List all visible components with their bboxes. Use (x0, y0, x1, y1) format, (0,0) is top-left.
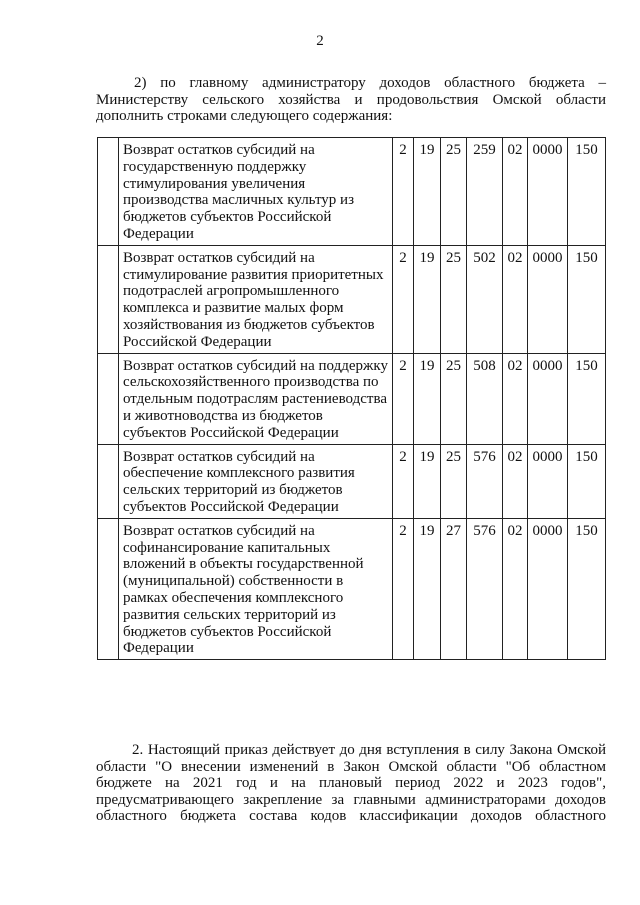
empty-cell (98, 245, 119, 353)
admin-code-cell: 19 (414, 518, 441, 659)
code-group-cell: 2 (393, 518, 414, 659)
revenue-name-cell: Возврат остатков субсидий на государственную поддержку стимулирования увеличения производства масличных культур из бюджетов субъектов Российской Федерации (119, 138, 393, 246)
admin-code-cell: 19 (414, 245, 441, 353)
page-number: 2 (316, 33, 324, 49)
subarticle-code-cell: 259 (467, 138, 503, 246)
empty-cell (98, 353, 119, 444)
table-row (98, 353, 606, 444)
admin-code-cell: 19 (414, 353, 441, 444)
article-code-cell: 25 (441, 353, 467, 444)
closing-line: областного бюджета состава кодов классификации доходов областного (96, 808, 606, 824)
classification-code-cell: 150 (568, 518, 606, 659)
table-row (98, 245, 606, 353)
program-code-cell: 0000 (528, 518, 568, 659)
empty-cell (98, 518, 119, 659)
article-code-cell: 27 (441, 518, 467, 659)
classification-code-cell: 150 (568, 138, 606, 246)
revenue-name-cell: Возврат остатков субсидий на стимулирование развития приоритетных подотраслей агропромышленного комплекса и развитие малых форм хозяйствования из бюджетов субъектов Российской Федерации (119, 245, 393, 353)
revenue-name-cell: Возврат остатков субсидий на софинансирование капитальных вложений в объекты государственной (муниципальной) собственности в рамках обеспечения комплексного развития сельских территорий из бюджетов субъектов Российской Федерации (119, 518, 393, 659)
code-group-cell: 2 (393, 444, 414, 518)
element-code-cell: 02 (503, 245, 528, 353)
article-code-cell: 25 (441, 138, 467, 246)
element-code-cell: 02 (503, 138, 528, 246)
subarticle-code-cell: 576 (467, 518, 503, 659)
subarticle-code-cell: 576 (467, 444, 503, 518)
closing-line: предусматривающего закрепление за главными администраторами доходов (96, 791, 606, 808)
program-code-cell: 0000 (528, 138, 568, 246)
code-group-cell: 2 (393, 138, 414, 246)
element-code-cell: 02 (503, 518, 528, 659)
budget-codes-table (97, 137, 606, 660)
revenue-name-cell: Возврат остатков субсидий на обеспечение комплексного развития сельских территорий из бюджетов субъектов Российской Федерации (119, 444, 393, 518)
subarticle-code-cell: 502 (467, 245, 503, 353)
empty-cell (98, 444, 119, 518)
table-row (98, 138, 606, 246)
classification-code-cell: 150 (568, 444, 606, 518)
subarticle-code-cell: 508 (467, 353, 503, 444)
classification-code-cell: 150 (568, 353, 606, 444)
program-code-cell: 0000 (528, 245, 568, 353)
admin-code-cell: 19 (414, 138, 441, 246)
empty-cell (98, 138, 119, 246)
intro-paragraph (96, 75, 606, 125)
code-group-cell: 2 (393, 245, 414, 353)
article-code-cell: 25 (441, 245, 467, 353)
admin-code-cell: 19 (414, 444, 441, 518)
table-row (98, 444, 606, 518)
closing-paragraph (96, 742, 606, 825)
table-row (98, 518, 606, 659)
closing-line: 2. Настоящий приказ действует до дня вступления в силу Закона Омской (132, 742, 606, 758)
code-group-cell: 2 (393, 353, 414, 444)
program-code-cell: 0000 (528, 444, 568, 518)
element-code-cell: 02 (503, 444, 528, 518)
classification-code-cell: 150 (568, 245, 606, 353)
intro-line: Министерству сельского хозяйства и продовольствия Омской области (96, 91, 606, 108)
intro-line: 2) по главному администратору доходов областного бюджета – (134, 75, 606, 91)
program-code-cell: 0000 (528, 353, 568, 444)
intro-line: дополнить строками следующего содержания: (96, 108, 393, 124)
closing-line: области "О внесении изменений в Закон Омской области "Об областном (96, 758, 606, 775)
article-code-cell: 25 (441, 444, 467, 518)
revenue-name-cell: Возврат остатков субсидий на поддержку сельскохозяйственного производства по отдельным подотраслям растениеводства и животноводства из бюджетов субъектов Российской Федерации (119, 353, 393, 444)
element-code-cell: 02 (503, 353, 528, 444)
closing-line: бюджете на 2021 год и на плановый период 2022 и 2023 годов", (96, 775, 606, 791)
